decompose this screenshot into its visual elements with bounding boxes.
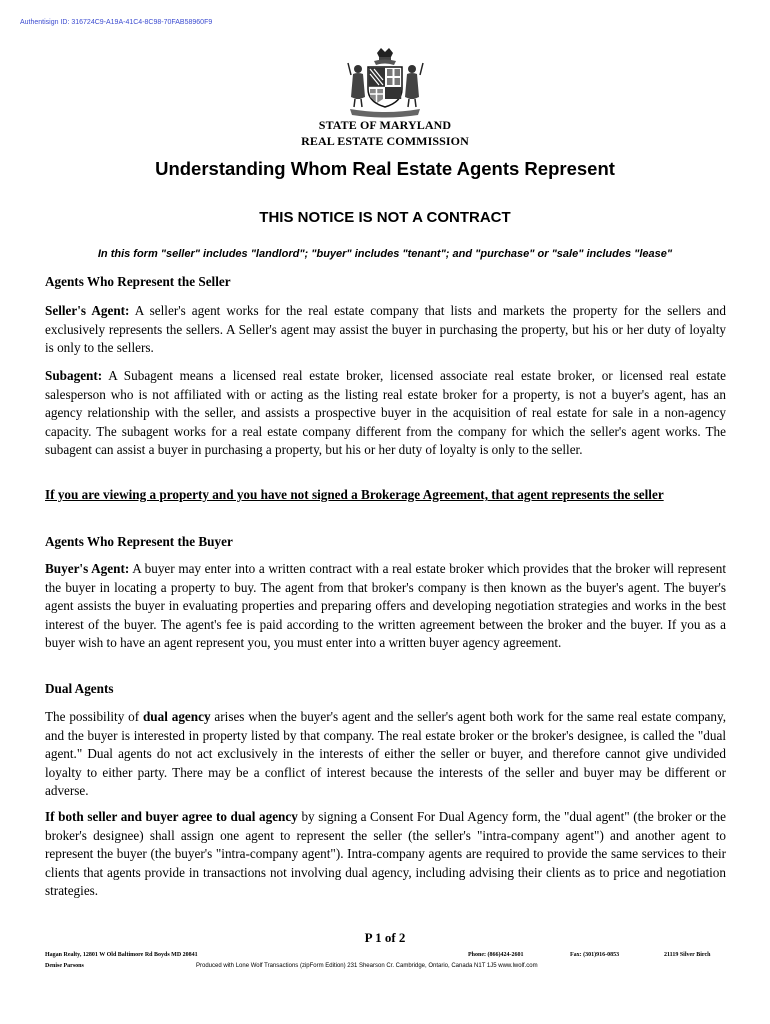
footer-property: 21119 Silver Birch: [664, 952, 711, 958]
notice-heading: THIS NOTICE IS NOT A CONTRACT: [259, 209, 511, 226]
commission-name: REAL ESTATE COMMISSION: [301, 134, 469, 148]
page-number: P 1 of 2: [364, 930, 406, 945]
seller-heading: [45, 273, 726, 292]
footer-company: Hagan Realty, 12801 W Old Baltimore Rd Boyds MD 20841: [45, 952, 198, 958]
maryland-seal-icon: [344, 47, 426, 119]
subagent-term: Subagent:: [45, 368, 103, 383]
dual-p1-text: arises when the buyer's agent and the seller's agent both work for the same real estate company, and the buyer is interested in property listed by that company. The real estate broker or the broker's designee, is called the "dual agent." Dual agents do not act exclusively in the interests of either the seller or buyer, and therefore cannot give undivided loyalty to either party. There may be a conflict of interest because the interests of the seller and buyer may be different or adverse.: [45, 709, 727, 798]
subagent-paragraph: [45, 367, 726, 460]
dual-consent-paragraph: [45, 808, 726, 901]
section-heading: Agents Who Represent the Seller: [45, 274, 231, 289]
footer-phone: Phone: (866)424-2601: [468, 952, 524, 958]
page-title: Understanding Whom Real Estate Agents Represent: [155, 158, 615, 179]
section-heading: Agents Who Represent the Buyer: [45, 534, 233, 549]
buyers-agent-text: A buyer may enter into a written contract with a real estate broker which provides that the broker will represent the buyer in locating a property to buy. The agent from that broker's company is then known as the buyer's agent. The buyer's agent assists the buyer in evaluating properties and preparing offers and developing negotiation strategies and works in the best interest of the buyer. The agent's fee is paid according to the written agreement between the broker and the buyer. If you as a buyer wish to have an agent represent you, you must enter into a written buyer agency agreement.: [45, 561, 726, 650]
footer-fax: Fax: (301)916-0853: [570, 952, 620, 958]
sellers-agent-text: A seller's agent works for the real estate company that lists and markets the property for the sellers and exclusively represents the sellers. A Seller's agent may assist the buyer in purchasing the property, but his or her duty of loyalty is only to the sellers.: [45, 303, 726, 355]
sellers-agent-term: Seller's Agent:: [45, 303, 130, 318]
footer-produced: Produced with Lone Wolf Transactions (zipForm Edition) 231 Shearson Cr. Cambridge, Ontario, Canada N1T 1J5 www.lwolf.com: [196, 963, 538, 969]
footer-agent: Denise Parsons: [45, 963, 84, 969]
definition-note: In this form "seller" includes "landlord"; "buyer" includes "tenant"; and "purchase" or "sale" includes "lease": [97, 248, 673, 260]
buyers-agent-term: Buyer's Agent:: [45, 561, 130, 576]
warning-paragraph: [45, 486, 726, 505]
state-name: STATE OF MARYLAND: [318, 118, 452, 132]
dual-p2-text: by signing a Consent For Dual Agency form, the "dual agent" (the broker or the broker's designee) shall assign one agent to represent the seller (the seller's "intra-company agent") and another agent to represent the buyer (the buyer's "intra-company agent"). Intra-company agents are required to provide the same services to their clients that agents provide in transactions not involving dual agency, including advising their clients as to price and negotiation strategies.: [45, 809, 726, 898]
subagent-text: A Subagent means a licensed real estate broker, licensed associate real estate broker, or licensed real estate salesperson who is not affiliated with or acting as the listing real estate broker for a property, is not a buyer's agent, has an agency relationship with the seller, and assists a prospective buyer in the acquisition of real estate for sale in a non-agency capacity. The subagent works for a real estate company different from the company for which the seller's agent works. The subagent can assist a buyer in purchasing a property, but his or her duty of loyalty is only to the seller.: [45, 368, 727, 457]
buyer-heading: [45, 533, 726, 552]
dual-heading: [45, 680, 726, 699]
sellers-agent-paragraph: [45, 302, 726, 358]
dual-agency-paragraph: [45, 708, 726, 801]
section-heading: Dual Agents: [45, 681, 114, 696]
dual-consent-term: If both seller and buyer agree to dual agency: [45, 809, 298, 824]
authentisign-id: Authentisign ID: 316724C9-A19A-41C4-8C98-70FAB58960F9: [20, 19, 213, 26]
dual-agency-term: dual agency: [142, 709, 211, 724]
dual-p1-pre: The possibility of: [45, 709, 140, 724]
warning-text: If you are viewing a property and you have not signed a Brokerage Agreement, that agent represents the seller: [45, 487, 664, 502]
buyers-agent-paragraph: [45, 560, 726, 653]
